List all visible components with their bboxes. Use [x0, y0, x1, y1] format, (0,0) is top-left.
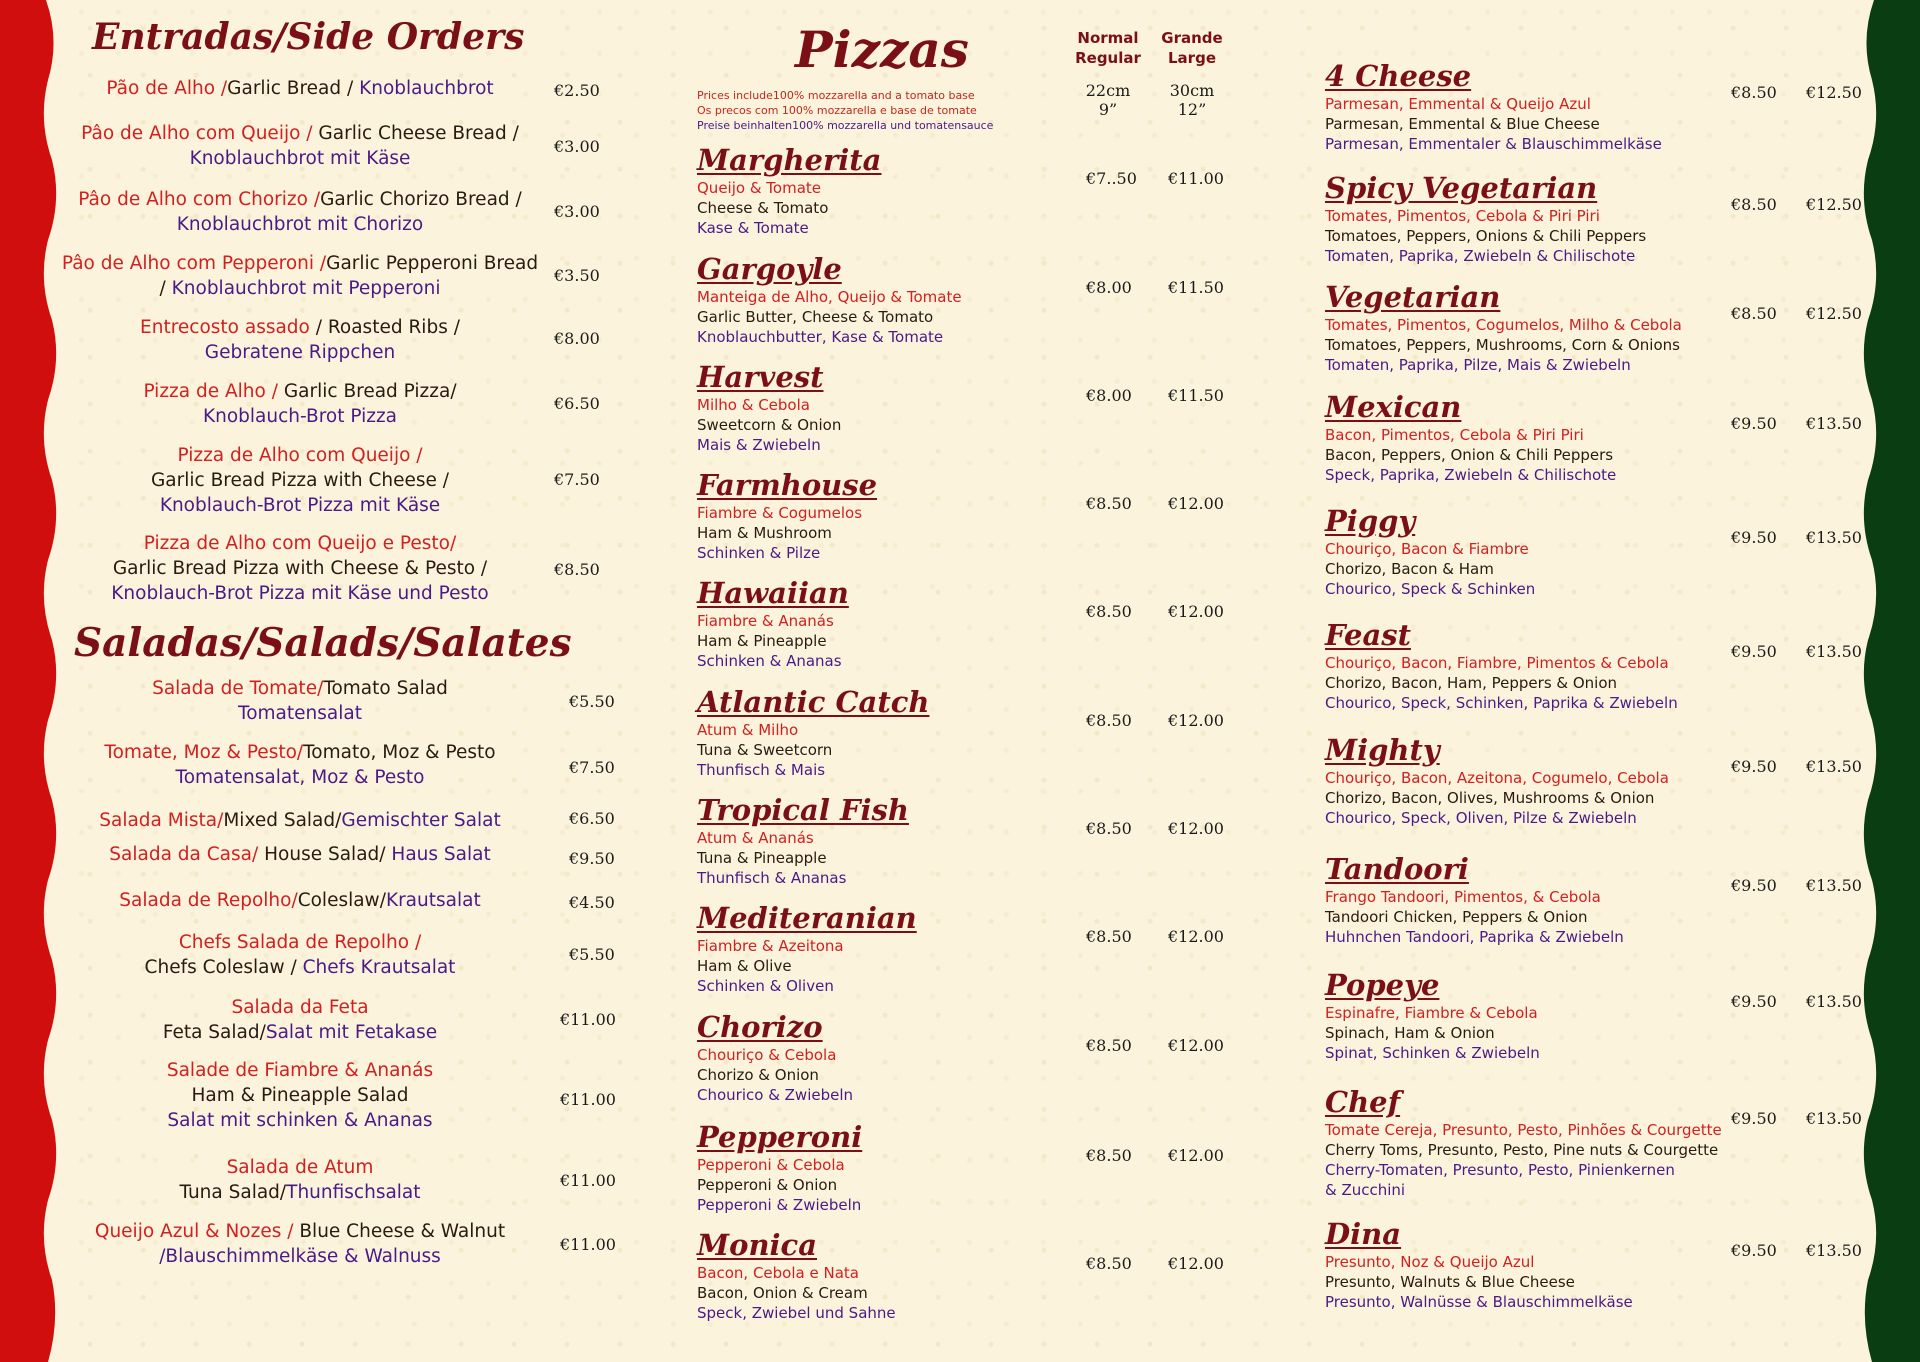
ingredients-en: Bacon, Peppers, Onion & Chili Peppers	[1325, 446, 1614, 464]
item-de: Knoblauchbrot mit Chorizo	[176, 214, 424, 235]
side-price: €3.00	[554, 202, 600, 221]
item-de: Tomatensalat, Moz & Pesto	[175, 767, 425, 788]
side-item-garlic-pepperoni-bread	[60, 251, 540, 301]
ingredients-pt: Pepperoni & Cebola	[697, 1156, 845, 1174]
ingredients-de: Thunfisch & Ananas	[697, 869, 847, 887]
price-normal: €8.50	[1086, 927, 1132, 946]
ingredients-de: Pepperoni & Zwiebeln	[697, 1196, 862, 1214]
item-pt: Salada da Casa/	[109, 844, 259, 865]
pizza-item	[1325, 58, 1885, 154]
item-en: Chefs Coleslaw /	[144, 957, 297, 978]
ingredients-en: Chorizo, Bacon & Ham	[1325, 560, 1494, 578]
salad-item	[60, 1219, 540, 1269]
note-line-en: Prices include100% mozzarella and a tomato base	[697, 89, 975, 102]
ingredients-de: Chourico & Zwiebeln	[697, 1086, 854, 1104]
item-de: Thunfischsalat	[286, 1182, 421, 1203]
salad-item	[60, 676, 540, 726]
pizza-name: Popeye	[1325, 968, 1440, 1002]
ingredients-en: Ham & Mushroom	[697, 524, 832, 542]
side-item-garlic-cheese-bread	[60, 121, 540, 171]
salad-item	[60, 842, 540, 867]
ingredients-pt: Atum & Milho	[697, 721, 799, 739]
ingredients-pt: Frango Tandoori, Pimentos, & Cebola	[1325, 888, 1601, 906]
ingredients-de: Speck, Paprika, Zwiebeln & Chilischote	[1325, 466, 1617, 484]
size-normal	[1068, 81, 1148, 119]
price-normal: €9.50	[1731, 528, 1777, 547]
ingredients-de: Speck, Zwiebel und Sahne	[697, 1304, 896, 1322]
salad-price: €5.50	[569, 945, 615, 964]
ingredients-de: Tomaten, Paprika, Pilze, Mais & Zwiebeln	[1325, 356, 1631, 374]
ingredients-pt: Parmesan, Emmental & Queijo Azul	[1325, 95, 1591, 113]
price-large: €13.50	[1806, 642, 1862, 661]
pizza-name: Vegetarian	[1325, 280, 1501, 314]
price-large: €13.50	[1806, 1109, 1862, 1128]
item-de: Tomatensalat	[238, 703, 362, 724]
price-normal: €9.50	[1731, 414, 1777, 433]
item-en: Tomato, Moz & Pesto	[303, 742, 496, 763]
ingredients-de: Cherry-Tomaten, Presunto, Pesto, Pinienkernen	[1325, 1161, 1675, 1179]
ingredients-pt: Chouriço, Bacon, Azeitona, Cogumelo, Cebola	[1325, 769, 1669, 787]
note-line-de: Preise beinhalten100% mozzarella und tomatensauce	[697, 119, 994, 132]
item-en: Tomato Salad	[323, 678, 448, 699]
pizza-name: Pepperoni	[697, 1120, 863, 1154]
salad-price: €6.50	[569, 809, 615, 828]
ingredients-pt: Fiambre & Azeitona	[697, 937, 844, 955]
item-de: Salat mit Fetakase	[265, 1022, 438, 1043]
ingredients-en: Chorizo, Bacon, Olives, Mushrooms & Onion	[1325, 789, 1655, 807]
pizza-item	[1325, 967, 1885, 1063]
price-normal: €8.50	[1731, 195, 1777, 214]
ingredients-pt: Milho & Cebola	[697, 396, 810, 414]
ingredients-de: Tomaten, Paprika, Zwiebeln & Chilischote	[1325, 247, 1636, 265]
price-normal: €9.50	[1731, 1241, 1777, 1260]
pizza-item	[697, 359, 1257, 455]
pizza-name: Gargoyle	[697, 252, 842, 286]
side-item-garlic-bread-pizza-pesto	[60, 531, 540, 606]
ingredients-de: Chourico, Speck & Schinken	[1325, 580, 1536, 598]
item-de: /Blauschimmelkäse & Walnuss	[159, 1246, 441, 1267]
pizza-item	[1325, 1216, 1885, 1312]
item-en: Garlic Pepperoni Bread /	[159, 253, 539, 299]
item-en: Coleslaw/	[297, 890, 386, 911]
salad-item	[60, 1058, 540, 1133]
item-pt: Salada de Atum	[226, 1157, 374, 1178]
price-normal: €8.50	[1086, 494, 1132, 513]
ingredients-en: Cherry Toms, Presunto, Pesto, Pine nuts & Courgette	[1325, 1141, 1719, 1159]
price-normal: €8.50	[1731, 304, 1777, 323]
item-pt: Pizza de Alho com Queijo e Pesto/	[143, 533, 457, 554]
item-en: Garlic Bread Pizza/	[283, 381, 457, 402]
pizza-name: Mediteranian	[697, 901, 917, 935]
ingredients-de: Schinken & Pilze	[697, 544, 821, 562]
header-line: Regular	[1075, 49, 1141, 67]
price-large: €13.50	[1806, 1241, 1862, 1260]
item-en: Tuna Salad/	[179, 1182, 287, 1203]
ingredients-de: Parmesan, Emmentaler & Blauschimmelkäse	[1325, 135, 1662, 153]
ingredients-pt: Presunto, Noz & Queijo Azul	[1325, 1253, 1535, 1271]
pizza-item	[697, 575, 1257, 671]
size-line: 30cm	[1169, 81, 1215, 100]
item-en: Garlic Bread Pizza with Cheese /	[150, 470, 450, 491]
ingredients-en: Sweetcorn & Onion	[697, 416, 842, 434]
ingredients-pt: Tomate Cereja, Presunto, Pesto, Pinhões & Courgette	[1325, 1121, 1722, 1139]
ingredients-de: Mais & Zwiebeln	[697, 436, 821, 454]
item-de: Haus Salat	[391, 844, 491, 865]
item-pt: Pizza de Alho /	[143, 381, 278, 402]
header-line: Normal	[1077, 29, 1139, 47]
header-line: Grande	[1161, 29, 1223, 47]
pizza-item	[697, 142, 1257, 238]
pizza-item	[1325, 1084, 1885, 1200]
header-line: Large	[1168, 49, 1216, 67]
salad-price: €4.50	[569, 893, 615, 912]
ingredients-pt: Chouriço, Bacon & Fiambre	[1325, 540, 1529, 558]
price-large: €12.00	[1168, 927, 1224, 946]
pizza-item	[697, 467, 1257, 563]
note-line-pt: Os precos com 100% mozzarella e base de tomate	[697, 104, 977, 117]
ingredients-en: Presunto, Walnuts & Blue Cheese	[1325, 1273, 1575, 1291]
pizza-item	[697, 1227, 1257, 1323]
price-large: €13.50	[1806, 992, 1862, 1011]
ingredients-pt: Atum & Ananás	[697, 829, 814, 847]
pizza-name: Tandoori	[1325, 852, 1469, 886]
side-price: €3.00	[554, 137, 600, 156]
item-en: Garlic Chorizo Bread /	[320, 189, 522, 210]
column-header-grande	[1152, 28, 1232, 68]
side-item-garlic-bread-pizza	[60, 379, 540, 429]
item-en: Garlic Bread Pizza with Cheese & Pesto /	[112, 558, 488, 579]
price-normal: €8.50	[1731, 83, 1777, 102]
ingredients-de: Spinat, Schinken & Zwiebeln	[1325, 1044, 1540, 1062]
pizza-item	[697, 1009, 1257, 1105]
pizza-item	[1325, 851, 1885, 947]
price-large: €12.00	[1168, 1254, 1224, 1273]
ingredients-pt: Tomates, Pimentos, Cebola & Piri Piri	[1325, 207, 1600, 225]
ingredients-en: Parmesan, Emmental & Blue Cheese	[1325, 115, 1600, 133]
item-pt: Pâo de Alho com Queijo /	[81, 123, 313, 144]
pizza-name: Spicy Vegetarian	[1325, 171, 1598, 205]
item-en: Feta Salad/	[162, 1022, 266, 1043]
price-large: €11.50	[1168, 386, 1224, 405]
pizza-item	[1325, 732, 1885, 828]
size-line: 22cm	[1085, 81, 1131, 100]
pizza-item	[697, 900, 1257, 996]
pizza-item	[1325, 279, 1885, 375]
price-normal: €8.50	[1086, 602, 1132, 621]
price-large: €13.50	[1806, 876, 1862, 895]
ingredients-de: Chourico, Speck, Schinken, Paprika & Zwiebeln	[1325, 694, 1678, 712]
side-item-garlic-bread	[60, 76, 540, 101]
item-pt: Tomate, Moz & Pesto/	[104, 742, 304, 763]
pizza-name: Tropical Fish	[697, 793, 909, 827]
pizzas-title: Pizzas	[795, 20, 969, 79]
item-de: Gebratene Rippchen	[204, 342, 396, 363]
item-pt: Entrecosto assado	[140, 317, 310, 338]
side-price: €2.50	[554, 81, 600, 100]
item-de: Gemischter Salat	[341, 810, 501, 831]
item-de: Knoblauchbrot	[359, 78, 494, 99]
item-de: Knoblauchbrot mit Pepperoni	[171, 278, 441, 299]
item-en: Garlic Cheese Bread /	[318, 123, 519, 144]
ingredients-pt: Fiambre & Cogumelos	[697, 504, 863, 522]
side-orders-title: Entradas/Side Orders	[92, 16, 525, 58]
salad-item	[60, 740, 540, 790]
ingredients-de: Schinken & Ananas	[697, 652, 842, 670]
price-large: €12.00	[1168, 711, 1224, 730]
item-pt: Queijo Azul & Nozes /	[94, 1221, 294, 1242]
column-header-normal	[1068, 28, 1148, 68]
ingredients-en: Cheese & Tomato	[697, 199, 829, 217]
ingredients-pt: Queijo & Tomate	[697, 179, 821, 197]
pizza-item	[1325, 170, 1885, 266]
ingredients-de: Presunto, Walnüsse & Blauschimmelkäse	[1325, 1293, 1633, 1311]
price-normal: €9.50	[1731, 642, 1777, 661]
pizza-item	[697, 792, 1257, 888]
ingredients-en: Chorizo, Bacon, Ham, Peppers & Onion	[1325, 674, 1618, 692]
pizza-item	[1325, 389, 1885, 485]
item-de: Knoblauchbrot mit Käse	[189, 148, 411, 169]
side-item-garlic-bread-pizza-cheese	[60, 443, 540, 518]
price-normal: €8.00	[1086, 278, 1132, 297]
ingredients-pt: Chouriço, Bacon, Fiambre, Pimentos & Cebola	[1325, 654, 1669, 672]
red-flag-border	[0, 0, 62, 1362]
price-normal: €8.50	[1086, 1254, 1132, 1273]
salad-item	[60, 930, 540, 980]
salad-price: €11.00	[560, 1235, 616, 1254]
item-pt: Salada de Tomate/	[152, 678, 324, 699]
side-price: €7.50	[554, 470, 600, 489]
pizza-name: Chef	[1325, 1085, 1401, 1119]
price-large: €11.00	[1168, 169, 1224, 188]
ingredients-en: Tuna & Sweetcorn	[697, 741, 833, 759]
item-en: Blue Cheese & Walnut	[299, 1221, 506, 1242]
item-pt: Chefs Salada de Repolho /	[178, 932, 422, 953]
price-large: €12.00	[1168, 1146, 1224, 1165]
ingredients-de: Kase & Tomate	[697, 219, 809, 237]
price-normal: €9.50	[1731, 1109, 1777, 1128]
price-normal: €7..50	[1086, 169, 1137, 188]
item-de: Chefs Krautsalat	[302, 957, 456, 978]
item-de: Salat mit schinken & Ananas	[167, 1110, 433, 1131]
item-de: Knoblauch-Brot Pizza	[202, 406, 398, 427]
pizza-name: Chorizo	[697, 1010, 823, 1044]
pizza-item	[697, 251, 1257, 347]
pizza-name: Mexican	[1325, 390, 1462, 424]
pizza-name: Atlantic Catch	[697, 685, 930, 719]
ingredients-en: Spinach, Ham & Onion	[1325, 1024, 1495, 1042]
ingredients-pt: Bacon, Cebola e Nata	[697, 1264, 859, 1282]
pizza-name: Monica	[697, 1228, 817, 1262]
pizza-item	[1325, 503, 1885, 599]
pizza-name: 4 Cheese	[1325, 59, 1472, 93]
item-en: / Roasted Ribs /	[315, 317, 460, 338]
salad-item	[60, 1155, 540, 1205]
size-grande	[1152, 81, 1232, 119]
item-en: Ham & Pineapple Salad	[191, 1085, 409, 1106]
pizza-name: Margherita	[697, 143, 882, 177]
pizza-name: Harvest	[697, 360, 824, 394]
pricing-note	[697, 88, 993, 133]
item-pt: Salade de Fiambre & Ananás	[166, 1060, 434, 1081]
pizza-item	[697, 684, 1257, 780]
item-de: Knoblauch-Brot Pizza mit Käse und Pesto	[111, 583, 489, 604]
salads-title: Saladas/Salads/Salates	[74, 620, 572, 666]
salad-price: €11.00	[560, 1171, 616, 1190]
ingredients-de: Schinken & Oliven	[697, 977, 834, 995]
ingredients-en: Tuna & Pineapple	[697, 849, 827, 867]
side-price: €3.50	[554, 266, 600, 285]
salad-price: €9.50	[569, 849, 615, 868]
ingredients-de-cont: & Zucchini	[1325, 1181, 1406, 1199]
size-line: 12”	[1177, 100, 1207, 119]
ingredients-de: Huhnchen Tandoori, Paprika & Zwiebeln	[1325, 928, 1624, 946]
size-line: 9”	[1098, 100, 1118, 119]
side-item-garlic-chorizo-bread	[60, 187, 540, 237]
ingredients-en: Ham & Pineapple	[697, 632, 827, 650]
price-large: €12.00	[1168, 602, 1224, 621]
item-en: Mixed Salad/	[223, 810, 342, 831]
item-pt: Salada Mista/	[99, 810, 224, 831]
price-large: €13.50	[1806, 528, 1862, 547]
price-large: €11.50	[1168, 278, 1224, 297]
item-en: Garlic Bread /	[227, 78, 354, 99]
item-pt: Pão de Alho /	[106, 78, 228, 99]
ingredients-en: Chorizo & Onion	[697, 1066, 819, 1084]
price-large: €13.50	[1806, 414, 1862, 433]
ingredients-de: Thunfisch & Mais	[697, 761, 826, 779]
ingredients-en: Ham & Olive	[697, 957, 792, 975]
ingredients-pt: Fiambre & Ananás	[697, 612, 834, 630]
ingredients-pt: Espinafre, Fiambre & Cebola	[1325, 1004, 1538, 1022]
pizza-item	[697, 1119, 1257, 1215]
pizza-name: Piggy	[1325, 504, 1416, 538]
salad-price: €5.50	[569, 692, 615, 711]
ingredients-en: Tomatoes, Peppers, Onions & Chili Peppers	[1325, 227, 1647, 245]
item-en: House Salad/	[264, 844, 386, 865]
salad-item	[60, 995, 540, 1045]
pizza-name: Farmhouse	[697, 468, 878, 502]
price-normal: €8.50	[1086, 1036, 1132, 1055]
pizza-name: Feast	[1325, 618, 1411, 652]
price-large: €12.50	[1806, 195, 1862, 214]
item-pt: Salada da Feta	[231, 997, 369, 1018]
pizza-name: Hawaiian	[697, 576, 849, 610]
salad-item	[60, 808, 540, 833]
ingredients-en: Bacon, Onion & Cream	[697, 1284, 868, 1302]
item-de: Knoblauch-Brot Pizza mit Käse	[159, 495, 441, 516]
price-normal: €8.50	[1086, 819, 1132, 838]
side-item-roasted-ribs	[60, 315, 540, 365]
side-price: €8.50	[554, 560, 600, 579]
price-normal: €8.00	[1086, 386, 1132, 405]
salad-price: €7.50	[569, 758, 615, 777]
price-large: €13.50	[1806, 757, 1862, 776]
salad-price: €11.00	[560, 1010, 616, 1029]
price-normal: €8.50	[1086, 1146, 1132, 1165]
price-large: €12.00	[1168, 494, 1224, 513]
item-pt: Pâo de Alho com Chorizo /	[78, 189, 321, 210]
ingredients-pt: Tomates, Pimentos, Cogumelos, Milho & Cebola	[1325, 316, 1682, 334]
price-normal: €9.50	[1731, 757, 1777, 776]
item-de: Krautsalat	[385, 890, 481, 911]
price-large: €12.00	[1168, 819, 1224, 838]
price-large: €12.50	[1806, 83, 1862, 102]
side-price: €8.00	[554, 329, 600, 348]
ingredients-en: Tandoori Chicken, Peppers & Onion	[1325, 908, 1588, 926]
ingredients-en: Pepperoni & Onion	[697, 1176, 838, 1194]
price-large: €12.50	[1806, 304, 1862, 323]
price-large: €12.00	[1168, 1036, 1224, 1055]
ingredients-de: Knoblauchbutter, Kase & Tomate	[697, 328, 944, 346]
item-pt: Pâo de Alho com Pepperoni /	[61, 253, 327, 274]
salad-item	[60, 888, 540, 913]
ingredients-en: Tomatoes, Peppers, Mushrooms, Corn & Onions	[1325, 336, 1680, 354]
ingredients-de: Chourico, Speck, Oliven, Pilze & Zwiebeln	[1325, 809, 1637, 827]
item-pt: Salada de Repolho/	[119, 890, 298, 911]
price-normal: €8.50	[1086, 711, 1132, 730]
side-price: €6.50	[554, 394, 600, 413]
pizza-name: Mighty	[1325, 733, 1440, 767]
salad-price: €11.00	[560, 1090, 616, 1109]
ingredients-pt: Bacon, Pimentos, Cebola & Piri Piri	[1325, 426, 1584, 444]
price-normal: €9.50	[1731, 992, 1777, 1011]
item-pt: Pizza de Alho com Queijo /	[177, 445, 423, 466]
price-normal: €9.50	[1731, 876, 1777, 895]
pizza-item	[1325, 617, 1885, 713]
pizza-name: Dina	[1325, 1217, 1402, 1251]
ingredients-en: Garlic Butter, Cheese & Tomato	[697, 308, 934, 326]
ingredients-pt: Chouriço & Cebola	[697, 1046, 837, 1064]
ingredients-pt: Manteiga de Alho, Queijo & Tomate	[697, 288, 962, 306]
